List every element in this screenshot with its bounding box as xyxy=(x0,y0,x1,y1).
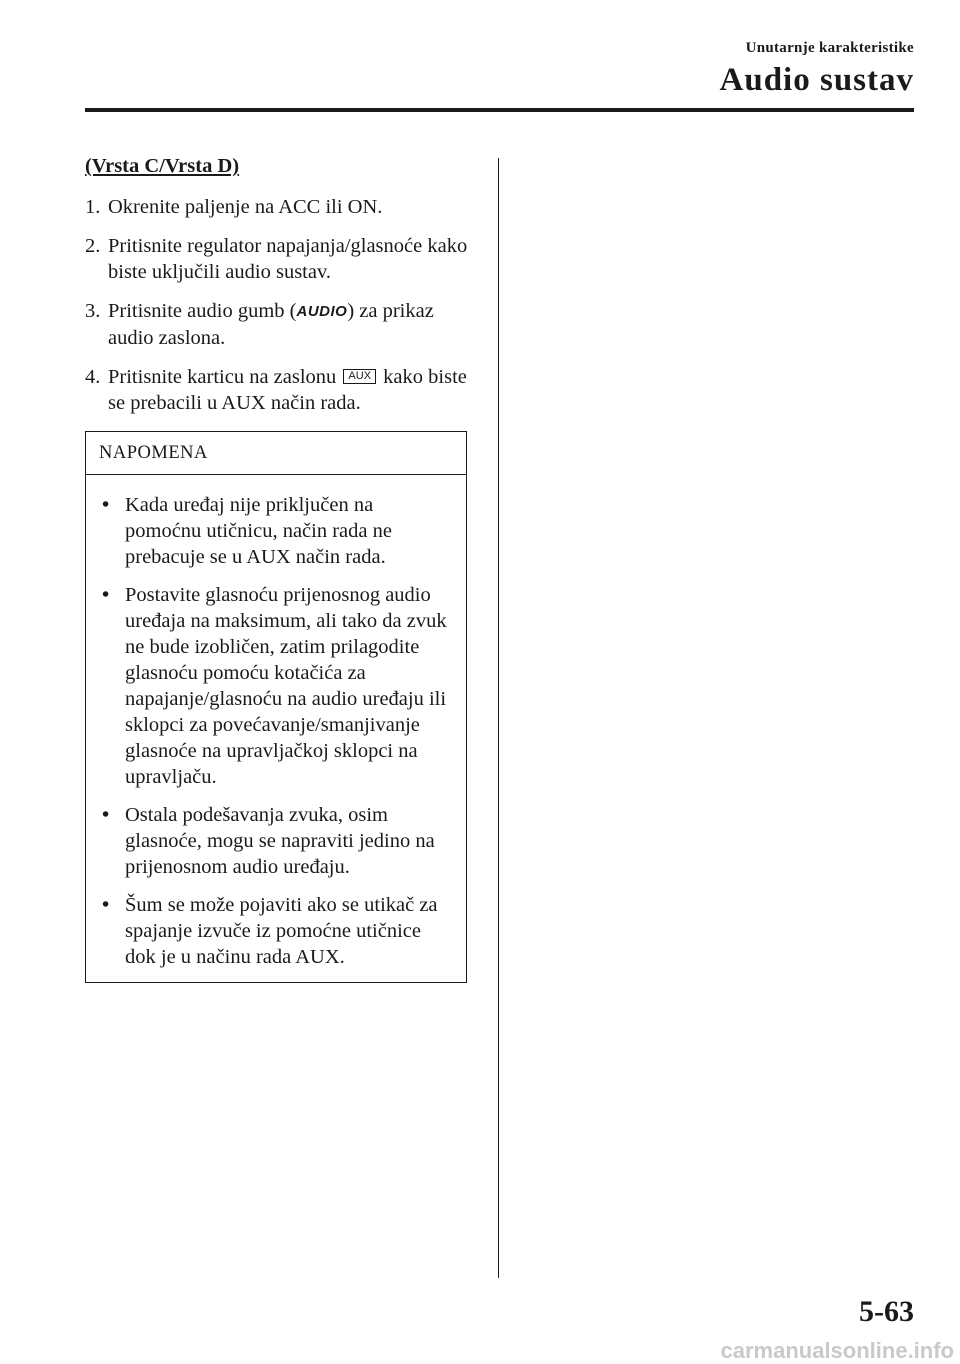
note-text: Ostala podešavanja zvuka, osim glasnoće, mogu se napraviti jedino na prijenosnom audio uređaju. xyxy=(125,804,435,878)
bullet-icon: • xyxy=(102,584,110,606)
step-number: 1. xyxy=(85,196,101,218)
step-text-after: ) za prikaz audio zaslona. xyxy=(108,300,434,349)
step-list xyxy=(85,194,469,416)
note-item xyxy=(100,492,454,570)
note-item xyxy=(100,802,454,880)
step-number: 4. xyxy=(85,366,101,388)
note-box xyxy=(85,431,467,983)
page-title: Audio sustav xyxy=(719,62,914,98)
main-column xyxy=(85,153,469,429)
step-text: Okrenite paljenje na ACC ili ON. xyxy=(108,196,383,218)
note-list xyxy=(86,475,466,982)
page-number: 5-63 xyxy=(859,1295,914,1328)
step-text-before: Pritisnite audio gumb ( xyxy=(108,300,297,322)
bullet-icon: • xyxy=(102,894,110,916)
step-item xyxy=(85,364,469,416)
step-item xyxy=(85,194,469,220)
step-text-before: Pritisnite karticu na zaslonu xyxy=(108,366,342,388)
step-number: 2. xyxy=(85,235,101,257)
step-item xyxy=(85,298,469,351)
bullet-icon: • xyxy=(102,804,110,826)
chapter-subtitle: Unutarnje karakteristike xyxy=(745,40,914,56)
section-heading: (Vrsta C/Vrsta D) xyxy=(85,155,240,177)
step-text: Pritisnite regulator napajanja/glasnoće kako biste uključili audio sustav. xyxy=(108,235,468,283)
header-rule xyxy=(85,108,914,112)
watermark: carmanualsonline.info xyxy=(720,1338,954,1363)
note-text: Šum se može pojaviti ako se utikač za spajanje izvuče iz pomoćne utičnice dok je u načinu rada AUX. xyxy=(125,894,438,968)
note-text: Postavite glasnoću prijenosnog audio uređaja na maksimum, ali tako da zvuk ne bude izobličen, zatim prilagodite glasnoću pomoću kotačića za napajanje/glasnoću na audio uređaju ili sklopci za povećavanje/smanjivanje glasnoće na upravljačkoj sklopci na upravljaču. xyxy=(125,584,447,788)
aux-tab-icon: AUX xyxy=(343,369,376,384)
bullet-icon: • xyxy=(102,494,110,516)
note-item xyxy=(100,582,454,790)
audio-button-icon: AUDIO xyxy=(296,303,348,320)
note-text: Kada uređaj nije priključen na pomoćnu utičnicu, način rada ne prebacuje se u AUX način rada. xyxy=(125,494,392,568)
note-item xyxy=(100,892,454,970)
step-number: 3. xyxy=(85,300,101,322)
column-divider xyxy=(498,158,499,1278)
step-text-after: kako biste se prebacili u AUX način rada. xyxy=(108,366,467,414)
note-title: NAPOMENA xyxy=(86,432,466,475)
step-item xyxy=(85,233,469,285)
